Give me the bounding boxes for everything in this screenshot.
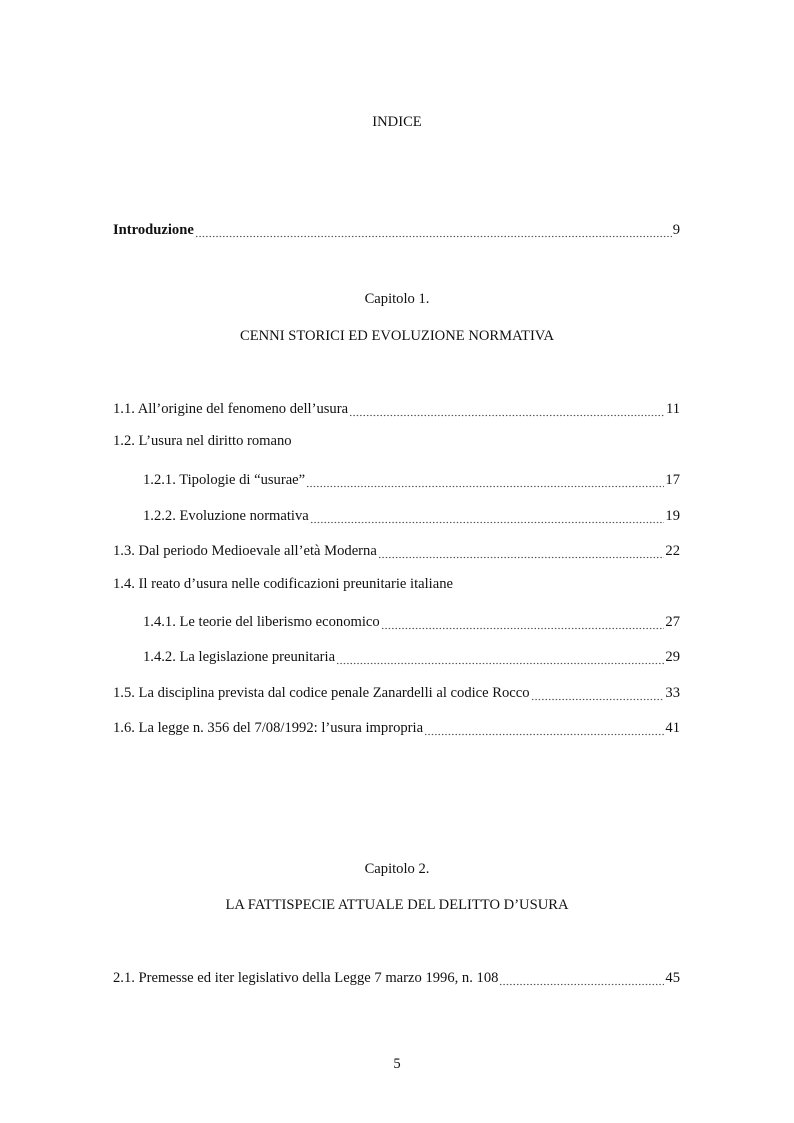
toc-entry-page: 27	[665, 614, 680, 630]
toc-entry[interactable]	[113, 682, 680, 702]
toc-entry[interactable]	[143, 611, 680, 631]
dot-leader	[378, 544, 665, 560]
toc-entry[interactable]	[113, 717, 680, 737]
toc-entry-page: 45	[665, 970, 680, 986]
dot-leader	[424, 721, 664, 737]
dot-leader	[381, 615, 665, 631]
toc-entry-label: 1.5. La disciplina prevista dal codice penale Zanardelli al codice Rocco	[113, 685, 530, 701]
toc-entry[interactable]	[143, 469, 680, 489]
toc-entry[interactable]	[113, 540, 680, 560]
toc-entry[interactable]	[113, 398, 680, 418]
toc-entry-page: 11	[665, 401, 680, 417]
toc-entry-page: 19	[665, 508, 680, 524]
toc-entry-label: 1.3. Dal periodo Medioevale all’età Moderna	[113, 543, 377, 559]
dot-leader	[310, 509, 665, 525]
toc-section-heading[interactable]: 1.2. L’usura nel diritto romano	[113, 433, 292, 449]
dot-leader	[531, 686, 665, 702]
chapter-1-title: CENNI STORICI ED EVOLUZIONE NORMATIVA	[239, 328, 555, 344]
page-title: INDICE	[372, 114, 422, 130]
toc-entry-label: 1.6. La legge n. 356 del 7/08/1992: l’usura impropria	[113, 720, 424, 736]
toc-section-heading[interactable]: 1.4. Il reato d’usura nelle codificazioni preunitarie italiane	[113, 576, 453, 592]
toc-entry-label: 1.4.2. La legislazione preunitaria	[143, 649, 336, 665]
toc-entry-page: 9	[672, 222, 680, 238]
dot-leader	[306, 473, 664, 489]
toc-entry-page: 41	[665, 720, 680, 736]
toc-entry-page: 17	[665, 472, 680, 488]
toc-entry-label: 1.1. All’origine del fenomeno dell’usura	[113, 401, 349, 417]
dot-leader	[336, 650, 664, 666]
toc-entry-page: 22	[665, 543, 680, 559]
toc-entry-page: 33	[665, 685, 680, 701]
dot-leader	[349, 402, 665, 418]
toc-entry-label: Introduzione	[113, 222, 194, 238]
toc-entry-label: 2.1. Premesse ed iter legislativo della Legge 7 marzo 1996, n. 108	[113, 970, 499, 986]
chapter-2-heading: Capitolo 2.	[364, 861, 430, 877]
chapter-1-heading: Capitolo 1.	[364, 291, 430, 307]
toc-entry-introduzione[interactable]	[113, 219, 680, 239]
toc-entry-label: 1.2.1. Tipologie di “usurae”	[143, 472, 306, 488]
dot-leader	[195, 223, 672, 239]
page-number: 5	[393, 1056, 401, 1072]
toc-entry-label: 1.4.1. Le teorie del liberismo economico	[143, 614, 380, 630]
toc-entry[interactable]	[143, 646, 680, 666]
toc-entry-label: 1.2.2. Evoluzione normativa	[143, 508, 309, 524]
toc-entry-page: 29	[665, 649, 680, 665]
toc-entry[interactable]	[113, 967, 680, 987]
chapter-2-title: LA FATTISPECIE ATTUALE DEL DELITTO D’USURA	[225, 897, 569, 913]
toc-entry[interactable]	[143, 505, 680, 525]
dot-leader	[499, 971, 664, 987]
